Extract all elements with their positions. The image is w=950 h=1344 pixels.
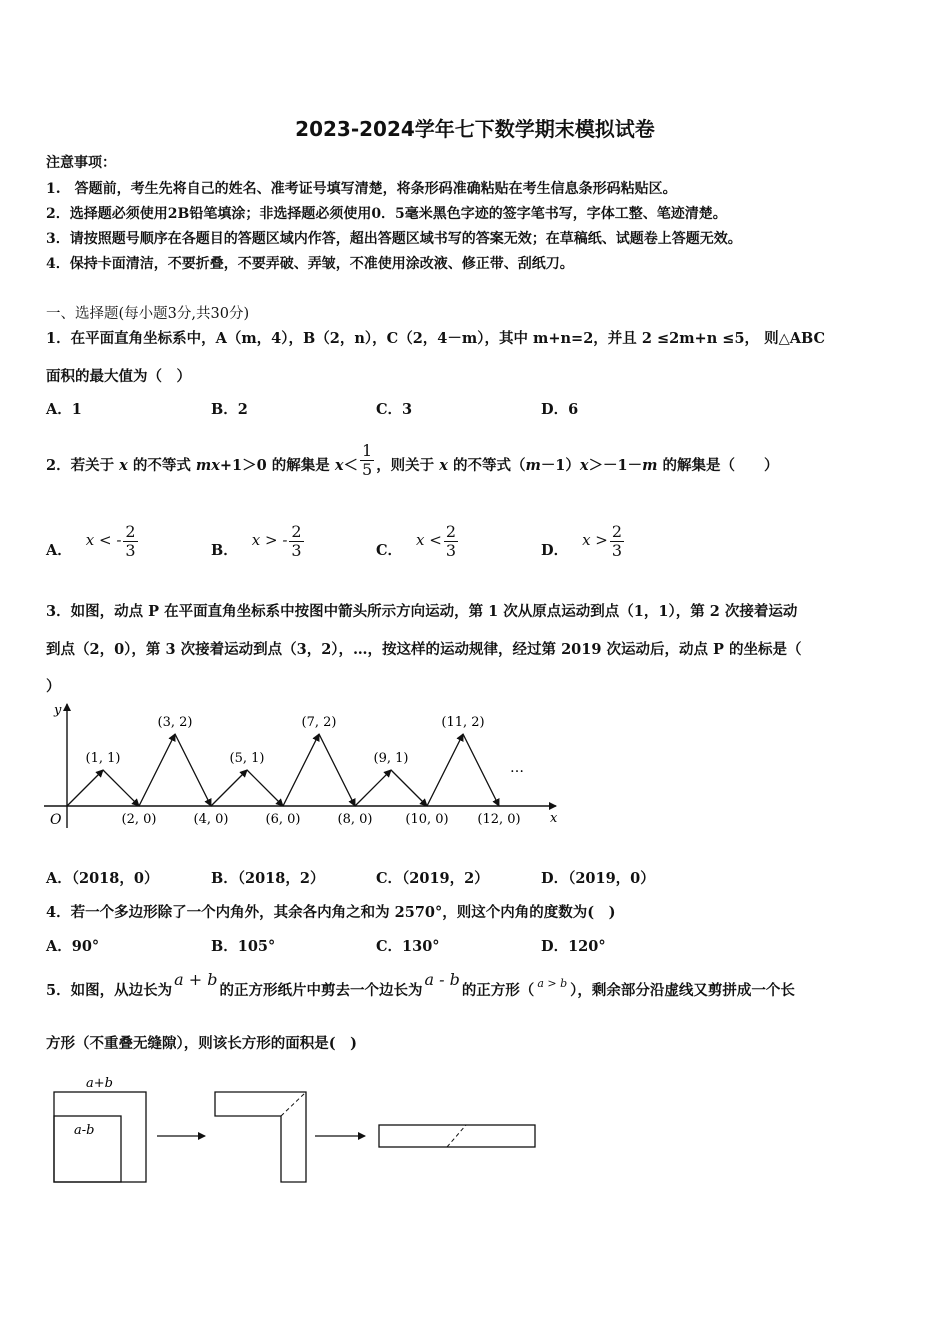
outer-side-label: a+b (86, 1076, 113, 1091)
cut-dashed-line-1 (281, 1092, 306, 1116)
q3-option-b[interactable]: B．（2018，2） (211, 870, 325, 887)
q4-option-d[interactable]: D．120° (541, 938, 606, 955)
notice-item-4: 4．保持卡面清洁，不要折叠，不要弄破、弄皱，不准使用涂改液、修正带、刮纸刀。 (46, 256, 574, 272)
section-heading: 一、选择题(每小题3分,共30分) (46, 306, 250, 322)
peak-label: (11, 2) (441, 715, 485, 730)
page-title: 2023-2024学年七下数学期末模拟试卷 (295, 117, 655, 141)
question-4-text: 4．若一个多边形除了一个内角外，其余各内角之和为 2570°，则这个内角的度数为( ) (46, 904, 616, 921)
fraction: $\frac{2}{3}$ (611, 521, 623, 560)
path-segment (391, 770, 427, 806)
axis-point-label: (2, 0) (121, 812, 157, 827)
q3-coordinate-figure (44, 700, 564, 830)
q1-option-d[interactable]: D．6 (541, 401, 579, 418)
question-2-text: 2．若关于 x 的不等式 mx+1＞0 的解集是 x＜ $\frac{1}{5}$ ，则关于 x 的不等式（m－1）x＞－1－m 的解集是（ ） (46, 440, 779, 479)
motion-path (67, 734, 499, 806)
q4-option-a[interactable]: A．90° (46, 938, 100, 955)
path-segment (319, 734, 355, 806)
fraction: $\frac{2}{3}$ (445, 521, 457, 560)
question-1-text-2: 面积的最大值为（ ） (46, 368, 191, 385)
q2-option-c[interactable]: C．x < $\frac{2}{3}$ (376, 521, 457, 560)
path-segment (247, 770, 283, 806)
path-segment (211, 770, 247, 806)
axis-point-label: (10, 0) (405, 812, 449, 827)
fraction: $\frac{2}{3}$ (125, 521, 136, 560)
q3-option-c[interactable]: C．（2019，2） (376, 870, 489, 887)
q3-option-d[interactable]: D．（2019，0） (541, 870, 655, 887)
q5-figure (50, 1070, 550, 1190)
path-segment (139, 734, 175, 806)
question-3-text-2: 到点（2，0），第 3 次接着运动到点（3，2），…，按这样的运动规律，经过第 2019 次运动后，动点 P 的坐标是（ (46, 641, 802, 658)
notice-item-2: 2．选择题必须使用2B铅笔填涂；非选择题必须使用0．5毫米黑色字迹的签字笔书写，字体工整、笔迹清楚。 (46, 206, 727, 222)
notice-heading: 注意事项： (46, 155, 116, 171)
path-segment (67, 770, 103, 806)
question-1-text: 1．在平面直角坐标系中，A（m，4），B（2，n），C（2，4－m），其中 m+n=2，并且 2 ≤2m+n ≤5， 则△ABC (46, 330, 826, 347)
q1-option-b[interactable]: B．2 (211, 401, 248, 418)
axis-point-label: (4, 0) (193, 812, 229, 827)
path-segment (427, 734, 463, 806)
question-5-text-2: 方形（不重叠无缝隙），则该长方形的面积是( ) (46, 1035, 357, 1052)
path-segment (283, 734, 319, 806)
peak-label: (9, 1) (373, 751, 409, 766)
peak-label: (7, 2) (301, 715, 337, 730)
fraction: $\frac{1}{5}$ (362, 440, 373, 479)
q1-option-a[interactable]: A．1 (46, 401, 82, 418)
inner-side-label: a-b (74, 1123, 95, 1138)
path-segment (103, 770, 139, 806)
path-segment (463, 734, 499, 806)
question-3-text-3: ） (46, 678, 61, 695)
peak-label: (1, 1) (85, 751, 121, 766)
axis-point-label: (6, 0) (265, 812, 301, 827)
peak-label: (5, 1) (229, 751, 265, 766)
peak-label: (3, 2) (157, 715, 193, 730)
y-axis-label: y (54, 703, 62, 718)
q2-option-a[interactable]: A．x < - $\frac{2}{3}$ (46, 521, 136, 560)
axis-point-label: (8, 0) (337, 812, 373, 827)
path-segment (355, 770, 391, 806)
notice-item-1: 1. 答题前，考生先将自己的姓名、准考证号填写清楚，将条形码准确粘贴在考生信息条形码粘贴区。 (46, 181, 677, 197)
axis-point-label: (12, 0) (477, 812, 521, 827)
x-axis-label: x (550, 811, 558, 826)
ellipsis: … (510, 760, 524, 776)
fraction: $\frac{2}{3}$ (291, 521, 302, 560)
q2-option-d[interactable]: D．x > $\frac{2}{3}$ (541, 521, 623, 560)
q4-option-b[interactable]: B．105° (211, 938, 276, 955)
question-5-text: 5．如图，从边长为a + b的正方形纸片中剪去一个边长为a - b的正方形（ $^{a > b}$ ），剩余部分沿虚线又剪拼成一个长 (46, 970, 795, 999)
question-3-text: 3．如图，动点 P 在平面直角坐标系中按图中箭头所示方向运动，第 1 次从原点运动到点（1，1），第 2 次接着运动 (46, 603, 798, 620)
q3-option-a[interactable]: A．（2018，0） (46, 870, 159, 887)
origin-label: O (50, 812, 62, 828)
q1-option-c[interactable]: C．3 (376, 401, 413, 418)
notice-item-3: 3．请按照题号顺序在各题目的答题区域内作答，超出答题区域书写的答案无效；在草稿纸、试题卷上答题无效。 (46, 231, 742, 247)
cut-dashed-line-2 (447, 1125, 466, 1147)
q4-option-c[interactable]: C．130° (376, 938, 440, 955)
point-labels (86, 715, 521, 827)
path-segment (175, 734, 211, 806)
q2-option-b[interactable]: B．x > - $\frac{2}{3}$ (211, 521, 302, 560)
outer-square (54, 1092, 146, 1182)
